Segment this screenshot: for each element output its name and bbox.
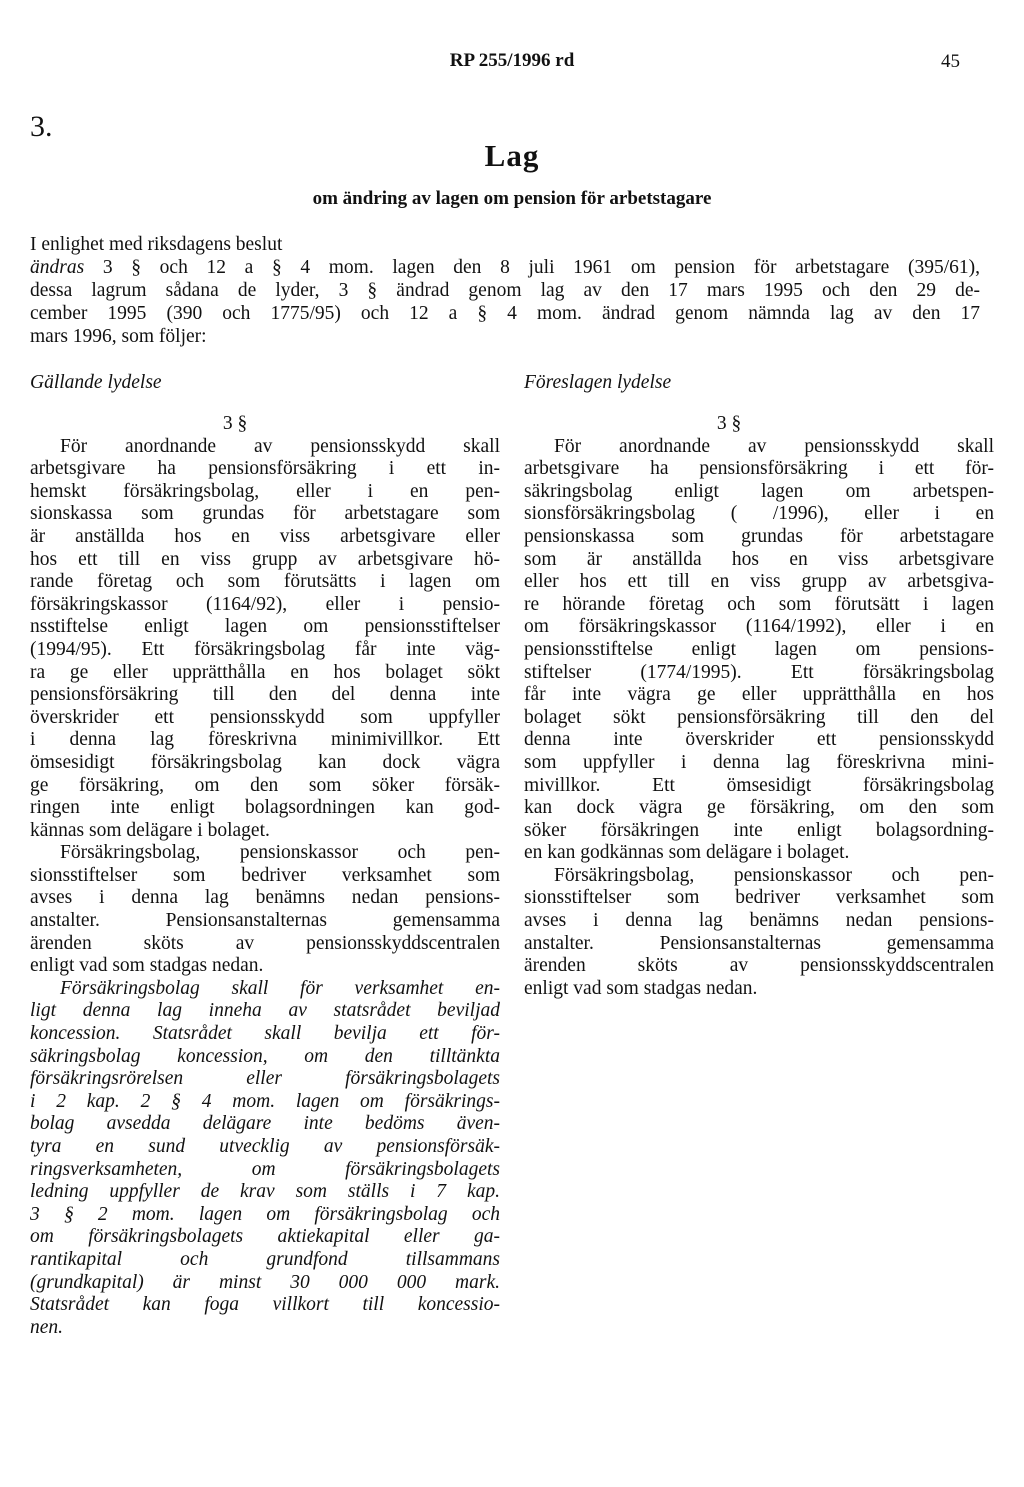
text-line: avses i denna lag benämns nedan pensions- bbox=[524, 910, 994, 932]
text-line: pensionsstiftelse enligt lagen om pensions- bbox=[524, 638, 994, 660]
text-line: koncession. Statsrådet skall bevilja ett för- bbox=[30, 1023, 500, 1045]
text-line: sionskassa som grundas för arbetstagare som bbox=[30, 503, 500, 525]
intro-line: cember 1995 (390 och 1775/95) och 12 a § 4 mom. ändrad genom nämnda lag av den 17 bbox=[30, 303, 980, 324]
text-line: söker försäkringen inte enligt bolagsordning- bbox=[524, 819, 994, 841]
document-reference: RP 255/1996 rd bbox=[449, 50, 575, 71]
text-line: eller hos ett till en viss grupp av arbetsgiva- bbox=[524, 571, 994, 593]
text-line: som uppfyller i denna lag föreskrivna mini- bbox=[524, 751, 994, 773]
text-line: säkringsbolag enligt lagen om arbetspen- bbox=[524, 480, 994, 502]
current-wording-heading: Gällande lydelse bbox=[30, 372, 162, 393]
text-line: nsstiftelse enligt lagen om pensionsstiftelser bbox=[30, 616, 500, 638]
text-line: rantikapital och grundfond tillsammans bbox=[30, 1248, 500, 1270]
text-line: ärenden sköts av pensionsskyddscentralen bbox=[524, 955, 994, 977]
text-line: säkringsbolag koncession, om den tilltänkta bbox=[30, 1045, 500, 1067]
text-line: är anställda hos en viss arbetsgivare eller bbox=[30, 525, 500, 547]
paragraph-italic bbox=[30, 978, 500, 1340]
intro-line: dessa lagrum sådana de lyder, 3 § ändrad genom lag av den 17 mars 1995 och den 29 de- bbox=[30, 280, 980, 301]
text-line: kan dock vägra ge försäkring, om den som bbox=[524, 797, 994, 819]
text-line: ra ge eller upprätthålla en hos bolaget sökt bbox=[30, 661, 500, 683]
text-line: För anordnande av pensionsskydd skall bbox=[554, 435, 994, 457]
text-line: överskrider ett pensionsskydd som uppfyller bbox=[30, 706, 500, 728]
text-line: tyra en sund utvecklig av pensionsförsäk- bbox=[30, 1136, 500, 1157]
text-line: ringen inte enligt bolagsordningen kan god- bbox=[30, 797, 500, 819]
text-line: bolaget sökt pensionsförsäkring till den del bbox=[524, 706, 994, 728]
proposed-wording-column bbox=[524, 413, 994, 1000]
text-line: rande företag och som förutsätts i lagen om bbox=[30, 571, 500, 593]
text-line: arbetsgivare ha pensionsförsäkring i ett för- bbox=[524, 458, 994, 480]
text-line: ledning uppfyller de krav som ställs i 7 kap. bbox=[30, 1181, 500, 1203]
text-line: en kan godkännas som delägare i bolaget. bbox=[524, 842, 850, 864]
text-line: stiftelser (1774/1995). Ett försäkringsbolag bbox=[524, 661, 994, 683]
text-line: får inte vägra ge eller upprätthålla en hos bbox=[524, 684, 994, 706]
section-number: 3. bbox=[30, 110, 53, 143]
text-line: försäkringsrörelsen eller försäkringsbolagets bbox=[30, 1068, 500, 1090]
enactment-clause bbox=[30, 233, 980, 348]
text-line: sionsförsäkringsbolag ( /1996), eller i en bbox=[524, 503, 994, 525]
intro-line: mars 1996, som följer: bbox=[30, 326, 207, 347]
text-line: ligt denna lag inneha av statsrådet beviljad bbox=[30, 1000, 500, 1022]
intro-line-rest: 3 § och 12 a § 4 mom. lagen den 8 juli 1961 om pension för arbetstagare (395/61), bbox=[84, 257, 980, 278]
text-line: hemskt försäkringsbolag, eller i en pen- bbox=[30, 480, 500, 502]
text-line: i denna lag föreskrivna minimivillkor. Ett bbox=[30, 729, 500, 751]
text-line: i 2 kap. 2 § 4 mom. lagen om försäkrings- bbox=[30, 1090, 500, 1112]
text-line: pensionskassa som grundas för arbetstagare bbox=[524, 525, 994, 547]
text-line: arbetsgivare ha pensionsförsäkring i ett in- bbox=[30, 458, 500, 480]
intro-line: I enlighet med riksdagens beslut bbox=[30, 234, 283, 255]
current-wording-column bbox=[30, 413, 500, 1339]
text-line: 3 § 2 mom. lagen om försäkringsbolag och bbox=[30, 1203, 500, 1225]
paragraph bbox=[30, 436, 500, 843]
page-number: 45 bbox=[941, 51, 960, 72]
text-line: Statsrådet kan foga villkort till koncessio- bbox=[30, 1294, 500, 1316]
proposed-wording-heading: Föreslagen lydelse bbox=[524, 372, 672, 393]
text-line: hos ett till en viss grupp av arbetsgivare hö- bbox=[30, 548, 500, 570]
text-line: ömsesidigt försäkringsbolag kan dock vägra bbox=[30, 751, 500, 773]
paragraph bbox=[524, 865, 994, 1001]
text-line: (grundkapital) är minst 30 000 000 mark. bbox=[30, 1271, 500, 1293]
law-title: Lag bbox=[484, 138, 540, 173]
text-line: ringsverksamheten, om försäkringsbolagets bbox=[30, 1158, 500, 1180]
paragraph bbox=[524, 436, 994, 865]
text-line: bolag avsedda delägare inte bedöms även- bbox=[30, 1113, 500, 1135]
text-line: anstalter. Pensionsanstalternas gemensamma bbox=[30, 910, 500, 932]
text-line: nen. bbox=[30, 1316, 64, 1338]
text-line: Försäkringsbolag, pensionskassor och pen- bbox=[60, 842, 500, 864]
text-line: ärenden sköts av pensionsskyddscentralen bbox=[30, 932, 500, 954]
text-line: Försäkringsbolag, pensionskassor och pen- bbox=[554, 864, 994, 886]
intro-amend-word: ändras bbox=[30, 257, 85, 278]
text-line: sionsstiftelser som bedriver verksamhet som bbox=[30, 864, 500, 886]
text-line: som är anställda hos en viss arbetsgivare bbox=[524, 548, 994, 570]
text-line: sionsstiftelser som bedriver verksamhet som bbox=[524, 887, 994, 909]
text-line: enligt vad som stadgas nedan. bbox=[524, 977, 758, 999]
text-line: om försäkringskassor (1164/1992), eller i en bbox=[524, 616, 994, 638]
text-line: Försäkringsbolag skall för verksamhet en- bbox=[60, 977, 500, 999]
paragraph bbox=[30, 842, 500, 978]
text-line: re hörande företag och som förutsätt i lagen bbox=[524, 593, 994, 615]
section-sign: 3 § bbox=[222, 413, 248, 434]
text-line: enligt vad som stadgas nedan. bbox=[30, 955, 264, 977]
law-subtitle: om ändring av lagen om pension för arbetstagare bbox=[312, 188, 712, 209]
text-line: pensionsförsäkring till den del denna inte bbox=[30, 684, 500, 706]
intro-line bbox=[30, 256, 980, 279]
text-line: mivillkor. Ett ömsesidigt försäkringsbolag bbox=[524, 774, 994, 796]
text-line: om försäkringsbolagets aktiekapital eller ga- bbox=[30, 1226, 500, 1248]
section-sign: 3 § bbox=[716, 413, 742, 434]
text-line: avses i denna lag benämns nedan pensions- bbox=[30, 887, 500, 909]
text-line: anstalter. Pensionsanstalternas gemensamma bbox=[524, 932, 994, 954]
text-line: (1994/95). Ett försäkringsbolag får inte väg- bbox=[30, 638, 500, 660]
text-line: ge försäkring, om den som söker försäk- bbox=[30, 774, 500, 796]
text-line: För anordnande av pensionsskydd skall bbox=[60, 435, 500, 457]
text-line: kännas som delägare i bolaget. bbox=[30, 819, 270, 841]
text-line: försäkringskassor (1164/92), eller i pensio- bbox=[30, 593, 500, 615]
text-line: denna inte överskrider ett pensionsskydd bbox=[524, 729, 994, 751]
